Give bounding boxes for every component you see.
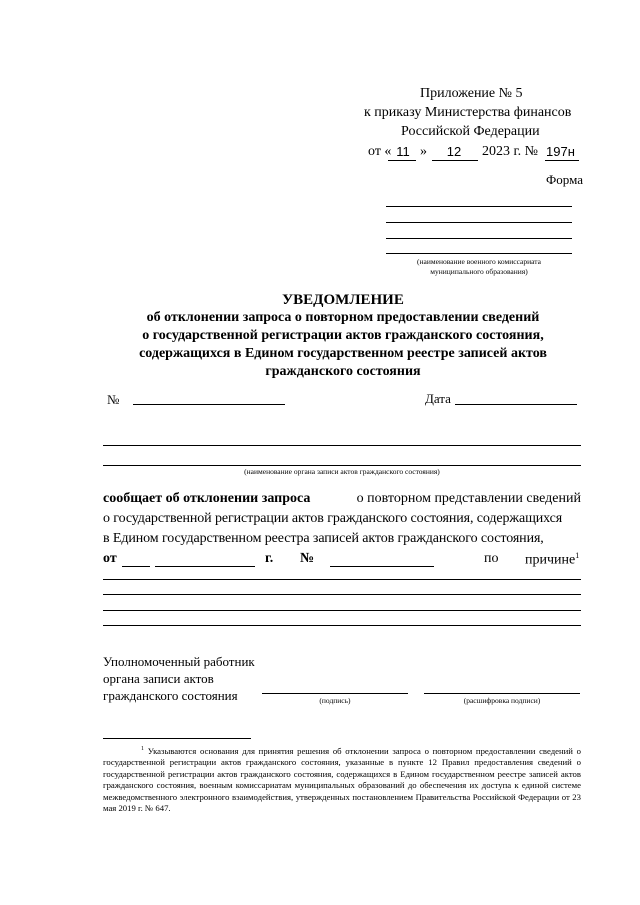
body-line-1-rest: о повторном представлении сведений	[356, 491, 581, 506]
signer-line-1: Уполномоченный работник	[103, 654, 255, 669]
from-day-line	[122, 566, 150, 567]
reason-line-3	[103, 610, 581, 611]
reason-footnote-mark: 1	[575, 551, 580, 560]
signature-line	[262, 693, 408, 694]
order-line-1: к приказу Министерства финансов	[364, 105, 572, 120]
footnote-mark: 1	[141, 746, 144, 752]
reason-line-2	[103, 594, 581, 595]
number-underline	[545, 160, 579, 161]
document-title: УВЕДОМЛЕНИЕ	[282, 292, 404, 308]
title-line-2: о государственной регистрации актов гражданского состояния,	[142, 328, 544, 343]
recipient-line-2	[386, 222, 572, 223]
form-label: Форма	[546, 172, 583, 187]
date-prefix: от «	[368, 144, 392, 159]
date-label: Дата	[425, 391, 451, 406]
title-line-3: содержащихся в Едином государственном реестре записей актов	[139, 346, 547, 361]
decode-caption: (расшифровка подписи)	[463, 696, 541, 705]
appendix-label: Приложение № 5	[420, 86, 523, 101]
reason-line-4	[103, 625, 581, 626]
recipient-line-3	[386, 238, 572, 239]
footnote-separator	[103, 738, 251, 739]
title-line-4: гражданского состояния	[265, 364, 421, 379]
reason-text: причине	[525, 552, 576, 568]
organ-line-1	[103, 445, 581, 446]
reason-label	[525, 551, 579, 569]
body-line-2: о государственной регистрации актов гражданского состояния, содержащихся	[103, 511, 563, 526]
order-day: 11	[396, 144, 410, 159]
order-month: 12	[446, 144, 462, 159]
recipient-line-1	[386, 206, 572, 207]
order-line-2: Российской Федерации	[401, 124, 540, 139]
signer-line-3: гражданского состояния	[103, 688, 238, 703]
recipient-line-4	[386, 253, 572, 254]
order-year: 2023 г. №	[482, 144, 539, 159]
year-label: г.	[265, 551, 274, 566]
by-label: по	[484, 551, 499, 566]
decode-line	[424, 693, 580, 694]
body-line-3: в Едином государственном реестра записей актов гражданского состояния,	[103, 531, 544, 546]
body-line-1-bold: сообщает об отклонении запроса	[103, 491, 311, 506]
date-field-line	[455, 404, 577, 405]
month-underline	[432, 160, 478, 161]
body-number-label: №	[300, 551, 315, 566]
number-label: №	[107, 392, 120, 407]
number-field-line	[133, 404, 285, 405]
body-number-line	[330, 566, 434, 567]
signer-line-2: органа записи актов	[103, 671, 214, 686]
footnote-text: Указываются основания для принятия решения об отклонении запроса о повторном предоставлении сведений о государственной регистрации актов гражданского состояния, указанные в пункте 12 Правил предоставления сведений о государственной регистрации актов гражданского состояния, содержащихся в Едином государственном реестре записей актов гражданского состояния, военным комиссариатам муниципальных образований до обеспечения их доступа к единой системе межведомственного электронного взаимодействия, утвержденных постановлением Правительства Российской Федерации от 23 мая 2019 г. № 647.	[103, 745, 581, 813]
organ-line-2	[103, 465, 581, 466]
reason-line-1	[103, 579, 581, 580]
recipient-caption-2: муниципального образования)	[430, 267, 528, 276]
title-line-1: об отклонении запроса о повторном предоставлении сведений	[146, 310, 540, 325]
signature-caption: (подпись)	[319, 696, 351, 705]
organ-caption: (наименование органа записи актов гражданского состояния)	[244, 467, 440, 476]
day-underline	[388, 160, 416, 161]
footnote	[103, 744, 581, 814]
order-number: 197н	[546, 144, 575, 159]
from-label: от	[103, 551, 117, 566]
recipient-caption-1: (наименование военного комиссариата	[417, 257, 541, 266]
date-mid: »	[420, 144, 427, 159]
from-month-line	[155, 566, 255, 567]
body-line-1	[103, 491, 581, 507]
